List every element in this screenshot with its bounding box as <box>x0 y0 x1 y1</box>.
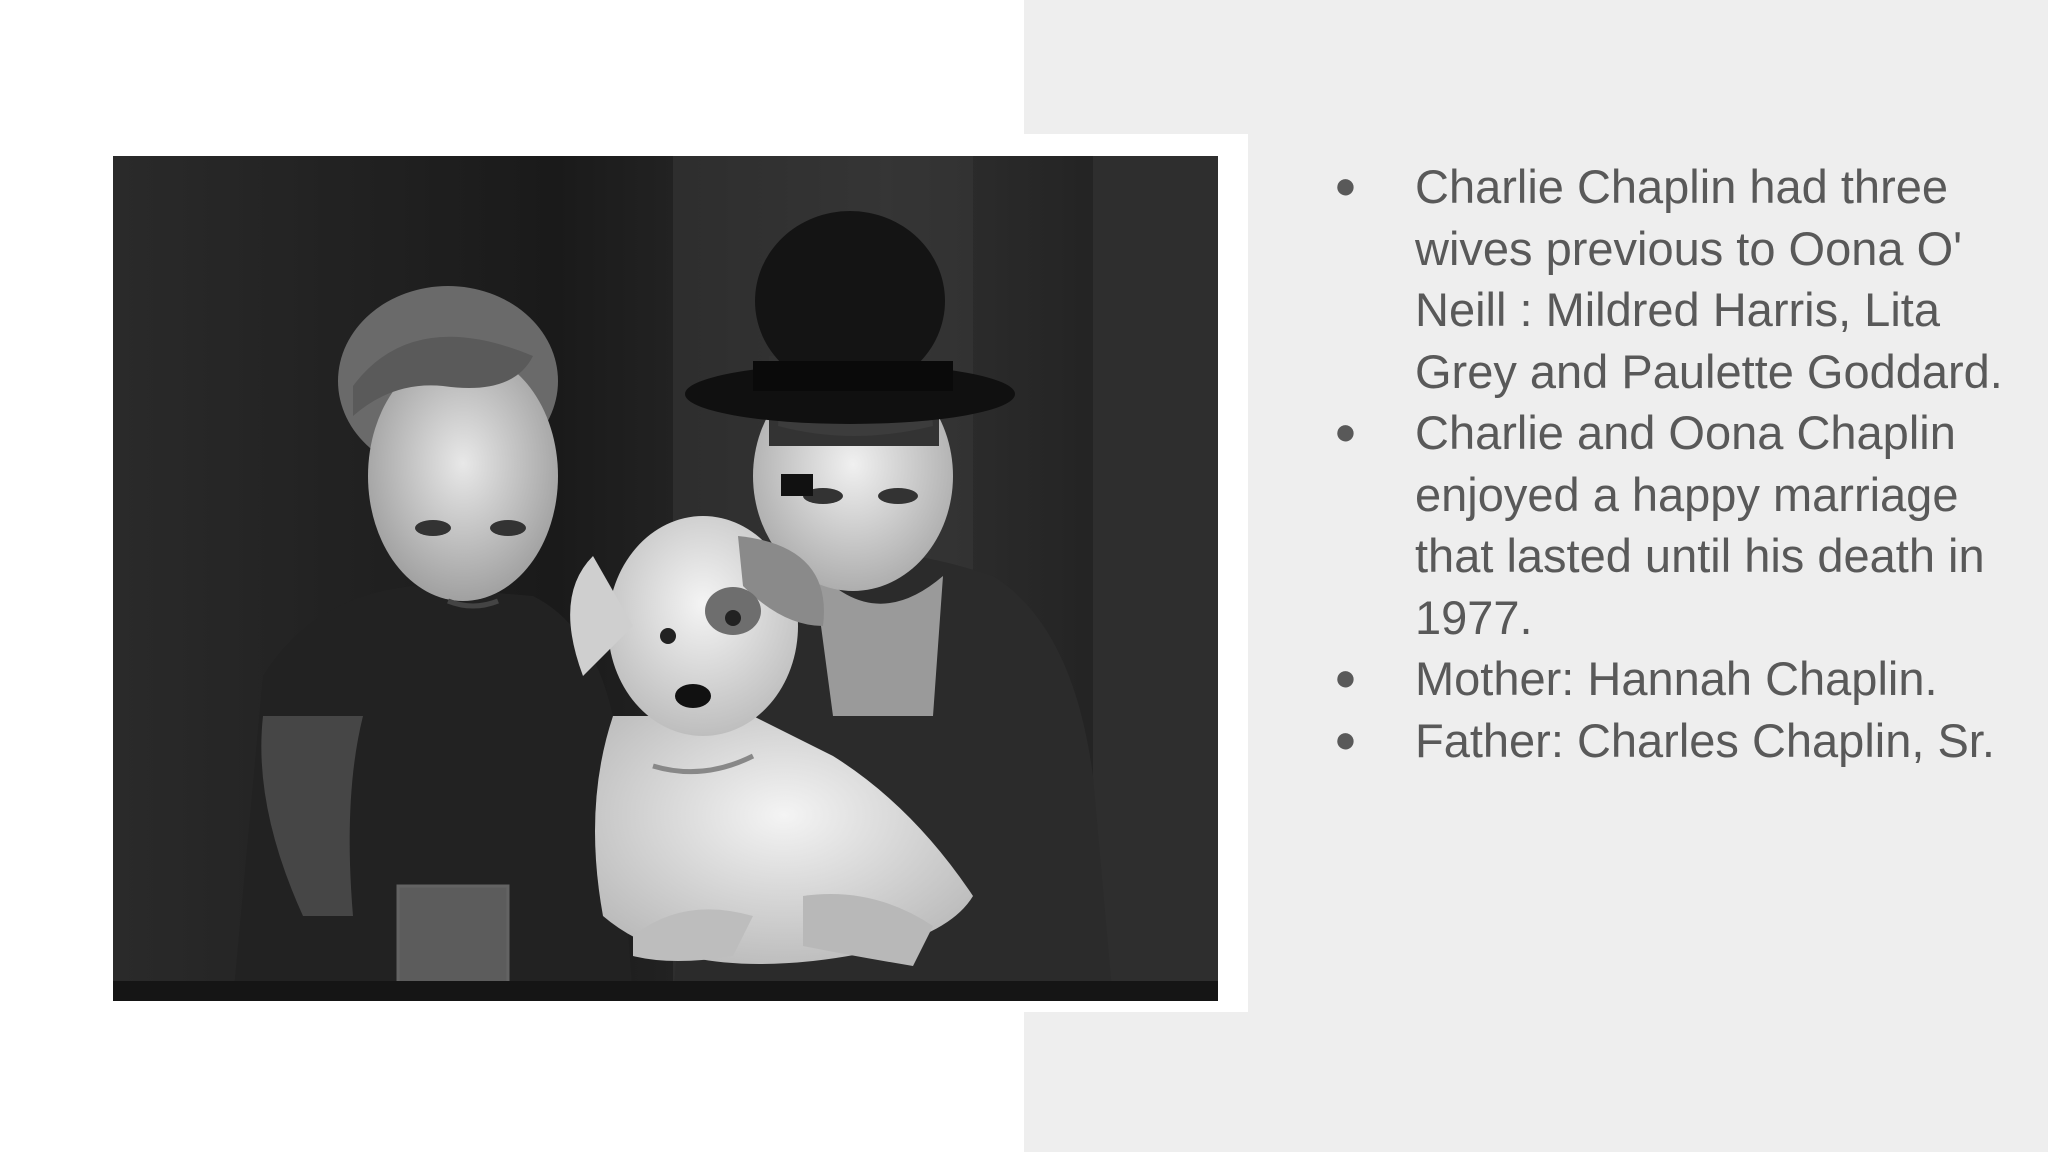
bullet-text: Mother: Hannah Chaplin. <box>1415 652 1938 705</box>
bullet-item <box>1330 648 2030 710</box>
bullet-icon: ● <box>1334 165 1357 207</box>
film-still-illustration <box>113 156 1218 1001</box>
bullet-list <box>1330 156 2030 771</box>
bullet-text: Father: Charles Chaplin, Sr. <box>1415 713 1995 767</box>
bullet-icon: ● <box>1334 657 1357 699</box>
bullet-icon: ● <box>1334 411 1357 453</box>
bullet-text: Charlie and Oona Chaplin enjoyed a happy marriage that lasted until his death in 1977. <box>1415 406 1985 644</box>
bullet-item <box>1330 402 2030 648</box>
bullet-icon: ● <box>1334 718 1357 761</box>
bullet-item <box>1330 156 2030 402</box>
bullet-text: Charlie Chaplin had three wives previous to Oona O' Neill : Mildred Harris, Lita Grey and Paulette Goddard. <box>1415 160 2003 398</box>
film-still-photo <box>113 156 1218 1001</box>
bullet-item <box>1330 710 2030 772</box>
